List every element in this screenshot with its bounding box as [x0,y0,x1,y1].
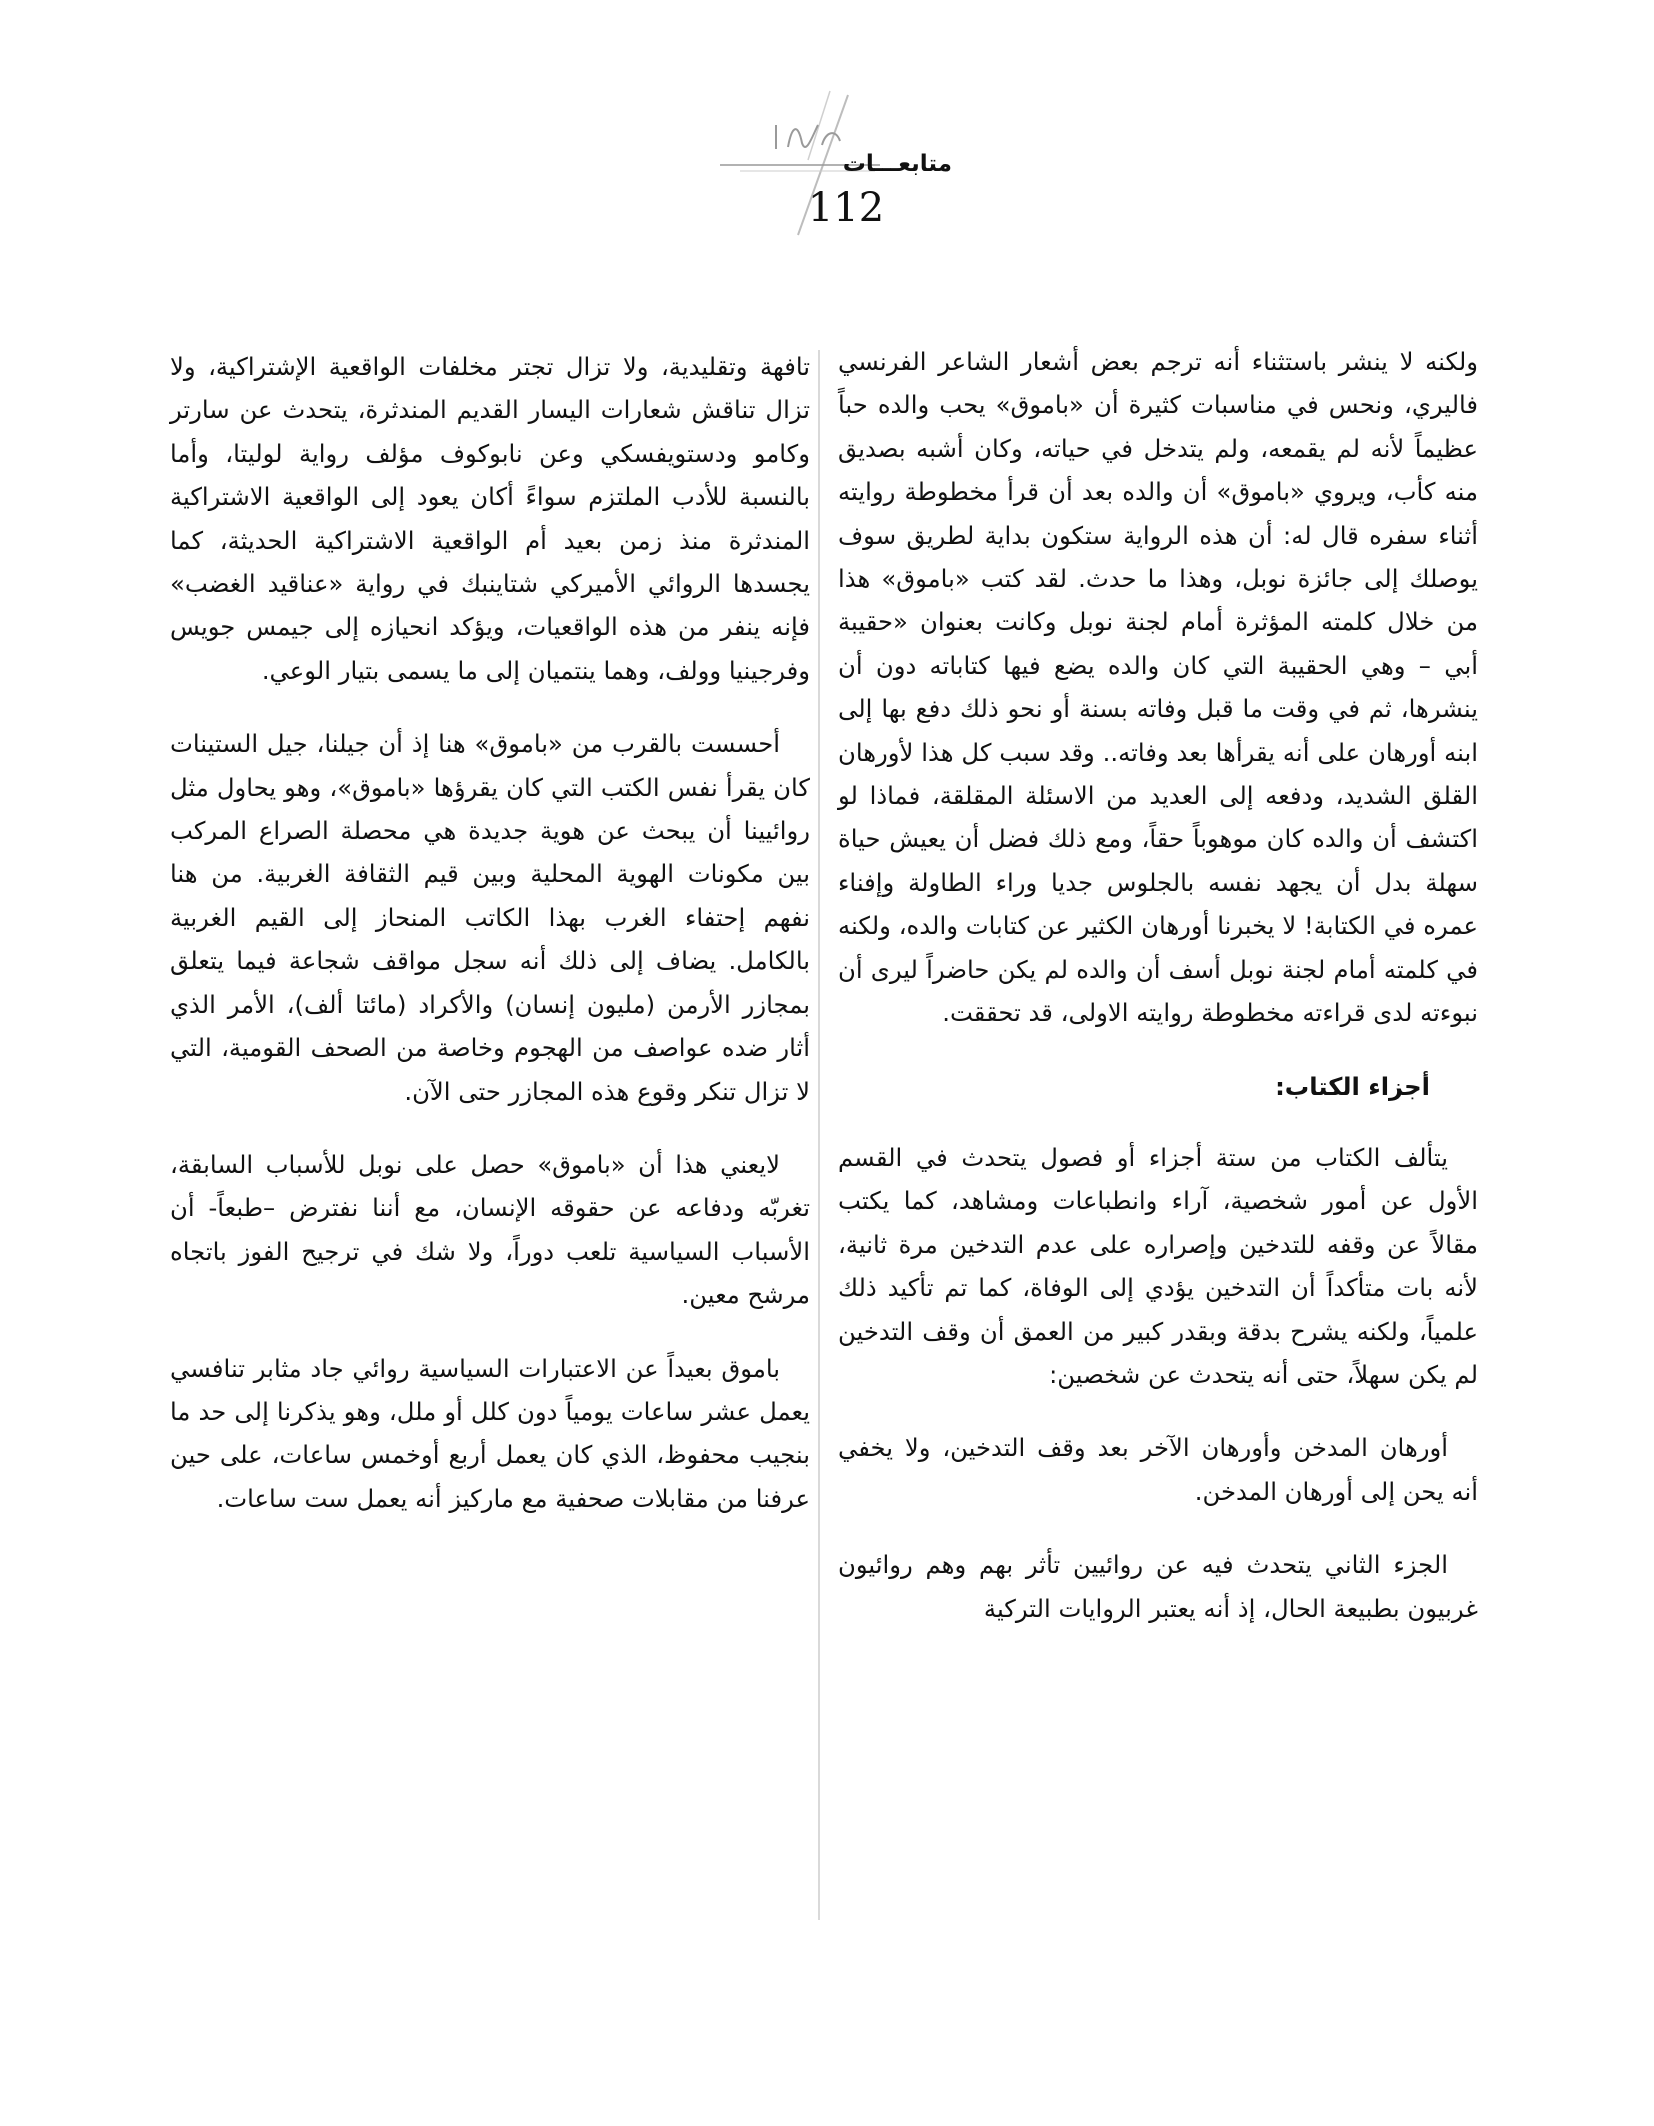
section-label: متابعـــات [842,151,952,177]
paragraph: ولكنه لا ينشر باستثناء أنه ترجم بعض أشعار الشاعر الفرنسي فاليري، ونحس في مناسبات كثيرة أن «باموق» يحب والده حباً عظيماً لأنه لم يقمعه، ولم يتدخل في حياته، وكان أشبه بصديق منه كأب، ويروي «باموق» أن والده بعد أن قرأ مخطوطة روايته أثناء سفره قال له: أن هذه الرواية ستكون بداية لطريق سوف يوصلك إلى جائزة نوبل، وهذا ما حدث. لقد كتب «باموق» هذا من خلال كلمته المؤثرة أمام لجنة نوبل وكانت بعنوان «حقيبة أبي – وهي الحقيبة التي كان والده يضع فيها كتاباته دون أن ينشرها، ثم في وقت ما قبل وفاته بسنة أو نحو ذلك دفع بها إلى ابنه أورهان على أنه يقرأها بعد وفاته.. وقد سبب كل هذا لأورهان القلق الشديد، ودفعه إلى العديد من الاسئلة المقلقة، فماذا لو اكتشف أن والده كان موهوباً حقاً، ومع ذلك فضل أن يعيش حياة سهلة بدل أن يجهد نفسه بالجلوس جديا وراء الطاولة وإفناء عمره في الكتابة! لا يخبرنا أورهان الكثير عن كتابات والده، ولكنه في كلمته أمام لجنة نوبل أسف أن والده لم يكن حاضراً ليرى أن نبوءته لدى قراءته مخطوطة روايته الاولى، قد تحققت. [838,347,1478,1028]
paragraph: باموق بعيداً عن الاعتبارات السياسية روائي جاد مثابر تنافسي يعمل عشر ساعات يومياً دون كلل أو ملل، وهو يذكرنا إلى حد ما بنجيب محفوظ، الذي كان يعمل أربع أوخمس ساعات، على حين عرفنا من مقابلات صحفية مع ماركيز أنه يعمل ست ساعات. [170,1353,810,1513]
paragraph: لايعني هذا أن «باموق» حصل على نوبل للأسباب السابقة، تغربّه ودفاعه عن حقوقه الإنسان، مع أننا نفترض –طبعاً- أن الأسباب السياسية تلعب دوراً، ولا شك في ترجيح الفوز باتجاه مرشح معين. [170,1149,810,1310]
paragraph: يتألف الكتاب من ستة أجزاء أو فصول يتحدث في القسم الأول عن أمور شخصية، آراء وانطباعات ومشاهد، كما يكتب مقالاً عن وقفه للتدخين وإصراره على عدم التدخين مرة ثانية، لأنه بات متأكداً أن التدخين يؤدي إلى الوفاة، كما تم تأكيد ذلك علمياً، ولكنه يشرح بدقة وبقدر كبير من العمق أن وقف التدخين لم يكن سهلاً، حتى أنه يتحدث عن شخصين: [838,1142,1478,1389]
paragraph: الجزء الثاني يتحدث فيه عن روائيين تأثر بهم وهم روائيون غربيون بطبيعة الحال، إذ أنه يعتبر الروايات التركية [838,1550,1478,1623]
page-header [680,85,980,265]
paragraph: تافهة وتقليدية، ولا تزال تجتر مخلفات الواقعية الإشتراكية، ولا تزال تناقش شعارات اليسار القديم المندثرة، يتحدث عن سارتر وكامو ودستويفسكي وعن نابوكوف مؤلف رواية لوليتا، وأما بالنسبة للأدب الملتزم سواءً أكان يعود إلى الواقعية الاشتراكية المندثرة منذ زمن بعيد أم الواقعية الاشتراكية الحديثة، كما يجسدها الروائي الأميركي شتاينبك في رواية «عناقيد الغضب» فإنه ينفر من هذه الواقعيات، ويؤكد انحيازه إلى جيمس جويس وفرجينيا وولف، وهما ينتميان إلى ما يسمى بتيار الوعي. [170,352,810,685]
column-divider [818,350,820,1920]
article-column-right [838,340,1478,1630]
paragraph: أورهان المدخن وأورهان الآخر بعد وقف التدخين، ولا يخفي أنه يحن إلى أورهان المدخن. [838,1433,1478,1506]
article-column-left [170,345,810,1520]
section-heading: أجزاء الكتاب: [1275,1071,1430,1101]
page-number: 112 [807,185,885,231]
paragraph: أحسست بالقرب من «باموق» هنا إذ أن جيلنا، جيل الستينات كان يقرأ نفس الكتب التي كان يقرؤها «باموق»، وهو يحاول مثل روائيينا أن يبحث عن هوية جديدة هي محصلة الصراع المركب بين مكونات الهوية المحلية وبين قيم الثقافة الغربية. من هنا نفهم إحتفاء الغرب بهذا الكاتب المنحاز إلى القيم الغربية بالكامل. يضاف إلى ذلك أنه سجل مواقف شجاعة فيما يتعلق بمجازر الأرمن (مليون إنسان) والأكراد (مائتا ألف)، الأمر الذي أثار ضده عواصف من الهجوم وخاصة من الصحف القومية، التي لا تزال تنكر وقوع هذه المجازر حتى الآن. [170,729,810,1106]
